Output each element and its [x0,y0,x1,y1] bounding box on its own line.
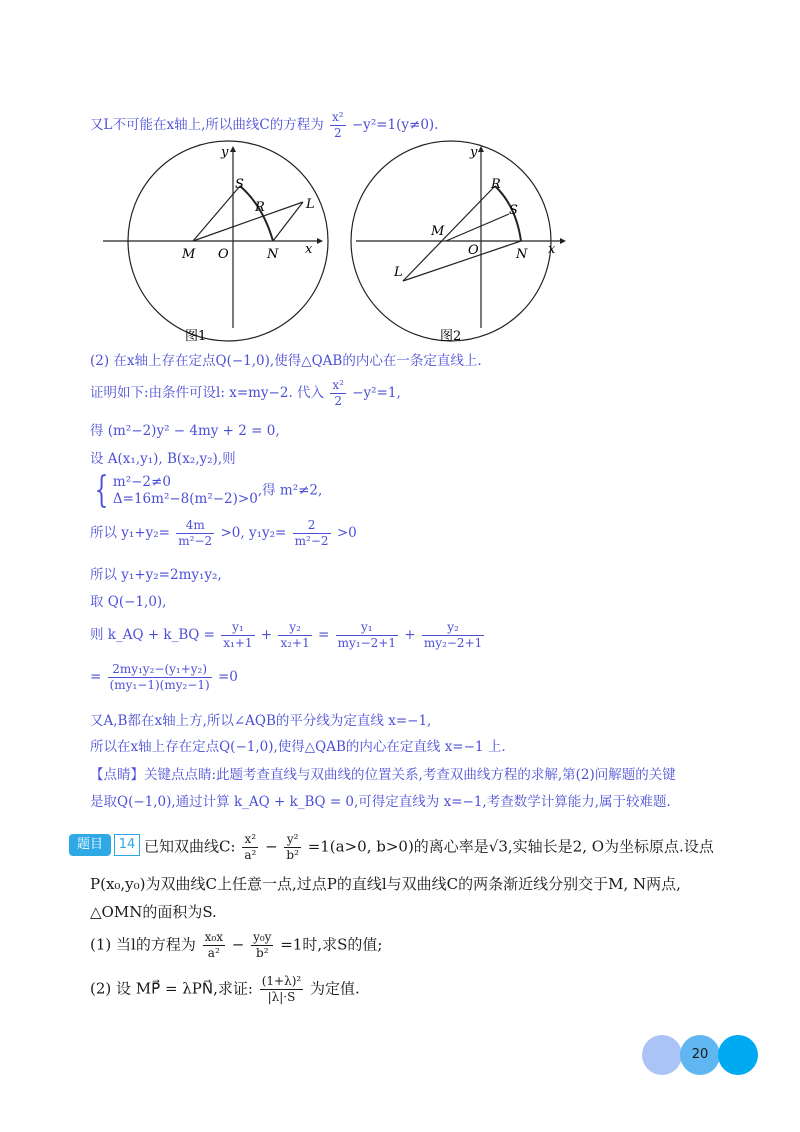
svg-text:S: S [509,203,518,218]
system-line: { m²−2≠0 Δ=16m²−8(m²−2)>0 ,得 m²≠2, [94,470,323,511]
proof-line: 证明如下:由条件可设l: x=my−2. 代入 $\frac{\text{x²}}{2}$ −y²=1, [90,378,401,408]
svg-text:R: R [255,200,265,215]
equation-line: 得 (m²−2)y² − 4my + 2 = 0, [90,423,280,439]
svg-text:O: O [218,247,229,262]
comment-1: 【点睛】关键点点睛:此题考查直线与双曲线的位置关系,考查双曲线方程的求解,第(2)问解题的关键 [90,767,676,783]
vieta-line: 所以 y₁+y₂= $\frac{4m}{\text{m²−2}}$ >0, y₁y₂= $\frac{2}{\text{m²−2}}$ >0 [90,518,357,548]
slope-sum-result: = $\frac{\text{2my₁y₂−(y₁+y₂)}}{\text{(my₁−1)(my₂−1)}}$ =0 [90,662,238,692]
decor-circle [718,1035,758,1075]
svg-text:R: R [491,177,501,192]
svg-text:y: y [221,145,229,160]
conclusion-1: 又A,B都在x轴上方,所以∠AQB的平分线为定直线 x=−1, [90,713,432,729]
part2-intro: (2) 在x轴上存在定点Q(−1,0),使得△QAB的内心在一条定直线上. [90,353,482,369]
figure-1 [95,140,335,345]
comment-2: 是取Q(−1,0),通过计算 k_AQ + k_BQ = 0,可得定直线为 x=−1,考查数学计算能力,属于较难题. [90,794,671,810]
relation-line: 所以 y₁+y₂=2my₁y₂, [90,567,222,583]
svg-text:图1: 图1 [185,329,207,344]
slope-sum-line: 则 k_AQ + k_BQ = $\frac{\text{y₁}}{\text{x₁+1}}$ + $\frac{\text{y₂}}{\text{x₂+1}}$ = $\frac{\text{y₁}}{\text{my₁−2+1}}$ + $\frac{\text{y₂}}{\text{my₂−2+1}}$ [90,620,483,650]
svg-text:y: y [470,145,478,160]
problem-number: 14 [114,834,140,856]
page-number: 20 [680,1035,720,1075]
problem-part2: (2) 设 MP⃗ = λPN⃗,求证: $\frac{\text{(1+λ)²}}{|\lambda|\cdot S}$ 为定值. [90,974,360,1004]
svg-text:M: M [431,224,445,239]
svg-text:图2: 图2 [440,329,462,344]
svg-text:O: O [468,243,479,258]
conclusion-2: 所以在x轴上存在定点Q(−1,0),使得△QAB的内心在定直线 x=−1 上. [90,739,506,755]
svg-text:L: L [394,265,403,280]
problem-line3: △OMN的面积为S. [90,903,217,921]
svg-text:N: N [516,247,528,262]
decor-circle [642,1035,682,1075]
problem-part1: (1) 当l的方程为 $\frac{\text{x₀x}}{\text{a²}}$ − $\frac{\text{y₀y}}{\text{b²}}$ =1时,求S的值; [90,930,383,960]
svg-text:S: S [235,177,244,192]
take-q-line: 取 Q(−1,0), [90,594,167,610]
problem-tag: 题目 [69,834,111,856]
fraction: $\frac{\text{x²}}{2}$ [332,378,344,408]
svg-text:M: M [182,247,196,262]
figure-2 [348,140,578,345]
problem-line1: 已知双曲线C: $\frac{\text{x²}}{\text{a²}}$ − $\frac{\text{y²}}{\text{b²}}$ =1(a>0, b>0)的离心率是√3,实轴长是2, O为坐标原点.设点 [144,832,714,862]
fraction: $\frac{\text{x²}}{2}$ [332,110,344,140]
svg-text:L: L [306,197,315,212]
svg-text:N: N [267,247,279,262]
set-points-line: 设 A(x₁,y₁), B(x₂,y₂),则 [90,451,236,467]
svg-text:x: x [305,242,313,257]
problem-line2: P(x₀,y₀)为双曲线C上任意一点,过点P的直线l与双曲线C的两条渐近线分别交于M, N两点, [90,875,681,893]
solution-line1: 又L不可能在x轴上,所以曲线C的方程为 $\frac{\text{x²}}{2}$ −y²=1(y≠0). [90,110,439,140]
svg-text:x: x [548,242,556,257]
